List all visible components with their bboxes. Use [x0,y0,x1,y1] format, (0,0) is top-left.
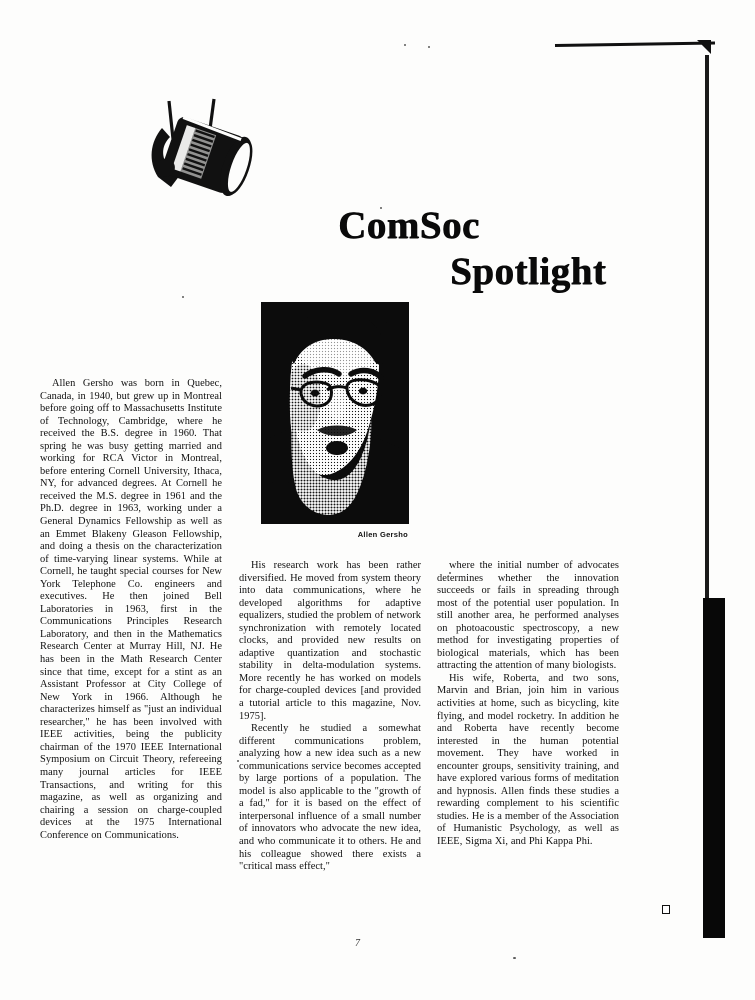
scan-speck [404,44,406,46]
scan-speck [182,296,184,298]
scan-speck [428,46,430,48]
scan-speck [513,957,516,959]
page-title-line-1: ComSoc [338,204,480,247]
masthead [0,95,715,295]
paragraph: Recently he studied a somewhat different communications problem, analyzing how a new idea such as a new communications service becomes accepted by large portions of a population. The model is also applicable to the "growth of a fad," for it is based on the effect of interpersonal influence of a small number of innovators who advocate the new idea, and who communicate it to others. He and his colleague showed there exists a "critical mass effect," [239,723,421,873]
portrait-photo [261,302,409,524]
page-number: 7 [355,938,360,949]
portrait-caption: Allen Gersho [357,530,408,539]
paragraph: where the initial number of advocates determines whether the innovation succeeds or fails in spreading through most of the potential user population. In still another area, he performed analyses on photoacoustic spectroscopy, a new method for investigating properties of biological materials, which has been attracting the attention of many biologists. [437,560,619,672]
stage-spotlight-icon [140,95,260,220]
body-column-2 [239,560,421,874]
paragraph: His wife, Roberta, and two sons, Marvin and Brian, join him in various activities at home, such as bicycling, kite flying, and model rocketry. In addition he and Roberta have recently become interested in the human potential movement. They have worked in encounter groups, sensitivity training, and have explored various forms of meditation and hypnosis. Allen finds these studies a rewarding complement to his scientific studies. He is a member of the Association of Humanistic Psychology, as well as IEEE, Sigma Xi, and Phi Kappa Phi. [437,672,619,848]
page-title [290,205,700,293]
article-end-mark [662,905,670,914]
body-column-3 [437,560,619,849]
paragraph: Allen Gersho was born in Quebec, Canada, in 1940, but grew up in Montreal before going off to Massachusetts Institute of Technology, Cambridge, where he received the B.S. degree in 1960. That spring he was busy getting married and working for RCA Victor in Montreal, before entering Cornell University, Ithaca, NY, for advanced degrees. At Cornell he received the M.S. degree in 1961 and the Ph.D. degree in 1963, working under a General Dynamics Fellowship as well as an Emmet Blakeny Gleason Fellowship, and doing a thesis on the characterization of time-varying linear systems. While at Cornell, he taught special courses for New York Telephone Co. engineers and executives. He then joined Bell Laboratories in 1963, first in the Communications Principles Research Laboratory, and then in the Mathematics Research Center at Murray Hill, NJ. He has been in the Math Research Center since that time, except for a stint as an Assistant Professor at City College of New York in 1966. Although he characterizes himself as "just an individual researcher," he has been involved with IEEE activities, being the publicity chairman of the 1970 IEEE International Symposium on Circuit Theory, refereeing many journal articles for IEEE Transactions, and writing for this magazine, as well as organizing and chairing a session on charge-coupled devices at the 1975 International Conference on Communications. [40,378,222,841]
scan-page-edge-shadow [703,598,725,938]
body-column-1 [40,378,222,842]
portrait-figure [261,302,411,539]
scan-page-edge-top [555,41,715,47]
paragraph: His research work has been rather diversified. He moved from system theory into data communications, where he developed algorithms for adaptive equalizers, studied the problem of network synchronization with remotely located clocks, and provided new results on adaptive quantization and stochastic stability in delta-modulation systems. More recently he has worked on models for charge-coupled devices [and provided a tutorial article to this magazine, Nov. 1975]. [239,560,421,722]
page-title-line-2: Spotlight [450,250,607,294]
